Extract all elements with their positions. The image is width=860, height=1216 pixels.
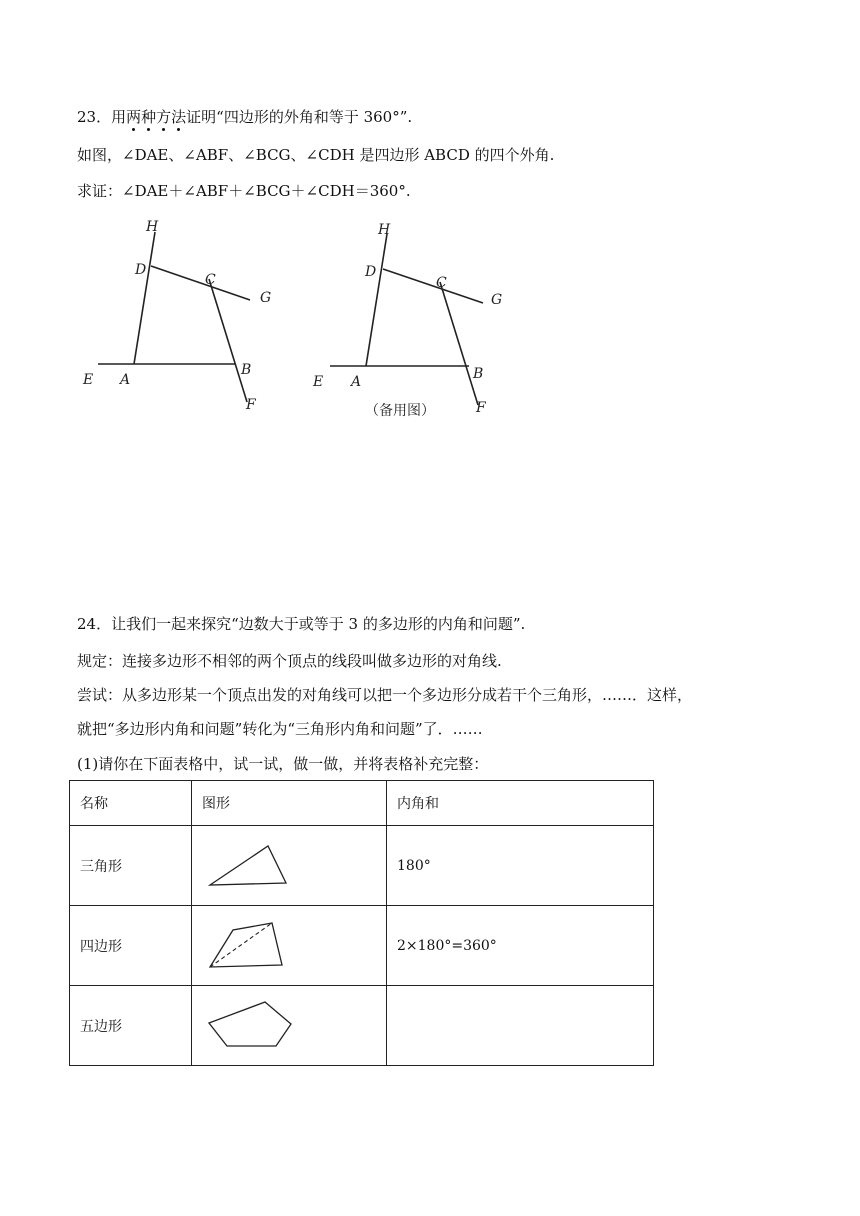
q24-title: 24．让我们一起来探究“边数大于或等于 3 的多边形的内角和问题”. xyxy=(77,615,526,633)
label-D: D xyxy=(135,262,147,278)
pentagon-figure xyxy=(202,996,302,1052)
q23-title-prefix: 23．用 xyxy=(77,108,127,126)
label-F: F xyxy=(246,397,256,412)
table-row xyxy=(70,906,654,986)
q24-try-line1: 尝试：从多边形某一个顶点出发的对角线可以把一个多边形分成若干个三角形，……．这样， xyxy=(77,686,693,704)
q23-dotted-char: 方 xyxy=(156,108,172,126)
line-AH xyxy=(134,232,155,364)
header-name: 名称 xyxy=(70,781,192,826)
label-A: A xyxy=(351,374,362,390)
q23-title-suffix: 证明“四边形的外角和等于 360°”. xyxy=(186,108,413,126)
label-E: E xyxy=(313,374,324,390)
quadrilateral-figure xyxy=(202,913,302,975)
q23-figure-backup xyxy=(305,212,515,422)
header-figure: 图形 xyxy=(192,781,387,826)
q23-figure-main xyxy=(75,212,285,412)
row-name: 四边形 xyxy=(70,906,192,986)
row-name: 三角形 xyxy=(70,826,192,906)
diagonal-line xyxy=(210,923,272,967)
row-figure xyxy=(192,906,387,986)
label-H: H xyxy=(146,219,159,235)
label-G: G xyxy=(260,290,272,306)
row-name: 五边形 xyxy=(70,986,192,1066)
label-B: B xyxy=(241,362,252,378)
row-angle-sum: 2×180°=360° xyxy=(387,906,654,986)
q24-part1: (1)请你在下面表格中，试一试，做一做，并将表格补充完整： xyxy=(77,755,489,773)
line-AH xyxy=(366,234,387,366)
q23-prove: 求证：∠DAE＋∠ABF＋∠BCG＋∠CDH＝360°. xyxy=(77,182,411,200)
q23-given: 如图，∠DAE、∠ABF、∠BCG、∠CDH 是四边形 ABCD 的四个外角. xyxy=(77,146,555,164)
q24-rule: 规定：连接多边形不相邻的两个顶点的线段叫做多边形的对角线. xyxy=(77,652,502,670)
label-C: C xyxy=(205,272,216,288)
header-angle-sum: 内角和 xyxy=(387,781,654,826)
triangle-figure xyxy=(202,834,302,894)
q23-dotted-char: 两 xyxy=(126,108,142,126)
label-B: B xyxy=(473,366,484,382)
q23-dotted-char: 法 xyxy=(171,108,187,126)
row-figure xyxy=(192,826,387,906)
q23-title xyxy=(77,107,412,127)
label-E: E xyxy=(83,372,94,388)
row-angle-sum[interactable] xyxy=(387,986,654,1066)
line-CF xyxy=(440,282,478,405)
label-A: A xyxy=(120,372,131,388)
table-header-row xyxy=(70,781,654,826)
polygon-angle-table xyxy=(69,780,654,1066)
label-C: C xyxy=(436,275,447,291)
backup-caption: （备用图） xyxy=(365,403,435,419)
table-row xyxy=(70,826,654,906)
label-D: D xyxy=(365,264,377,280)
q24-try-line2: 就把“多边形内角和问题”转化为“三角形内角和问题”了．…… xyxy=(77,720,483,738)
label-H: H xyxy=(378,222,391,238)
line-DG xyxy=(151,266,250,300)
line-DG xyxy=(383,269,483,303)
table-row xyxy=(70,986,654,1066)
label-G: G xyxy=(491,292,503,308)
row-angle-sum: 180° xyxy=(387,826,654,906)
row-figure xyxy=(192,986,387,1066)
label-F: F xyxy=(476,400,486,416)
q23-dotted-char: 种 xyxy=(141,108,157,126)
